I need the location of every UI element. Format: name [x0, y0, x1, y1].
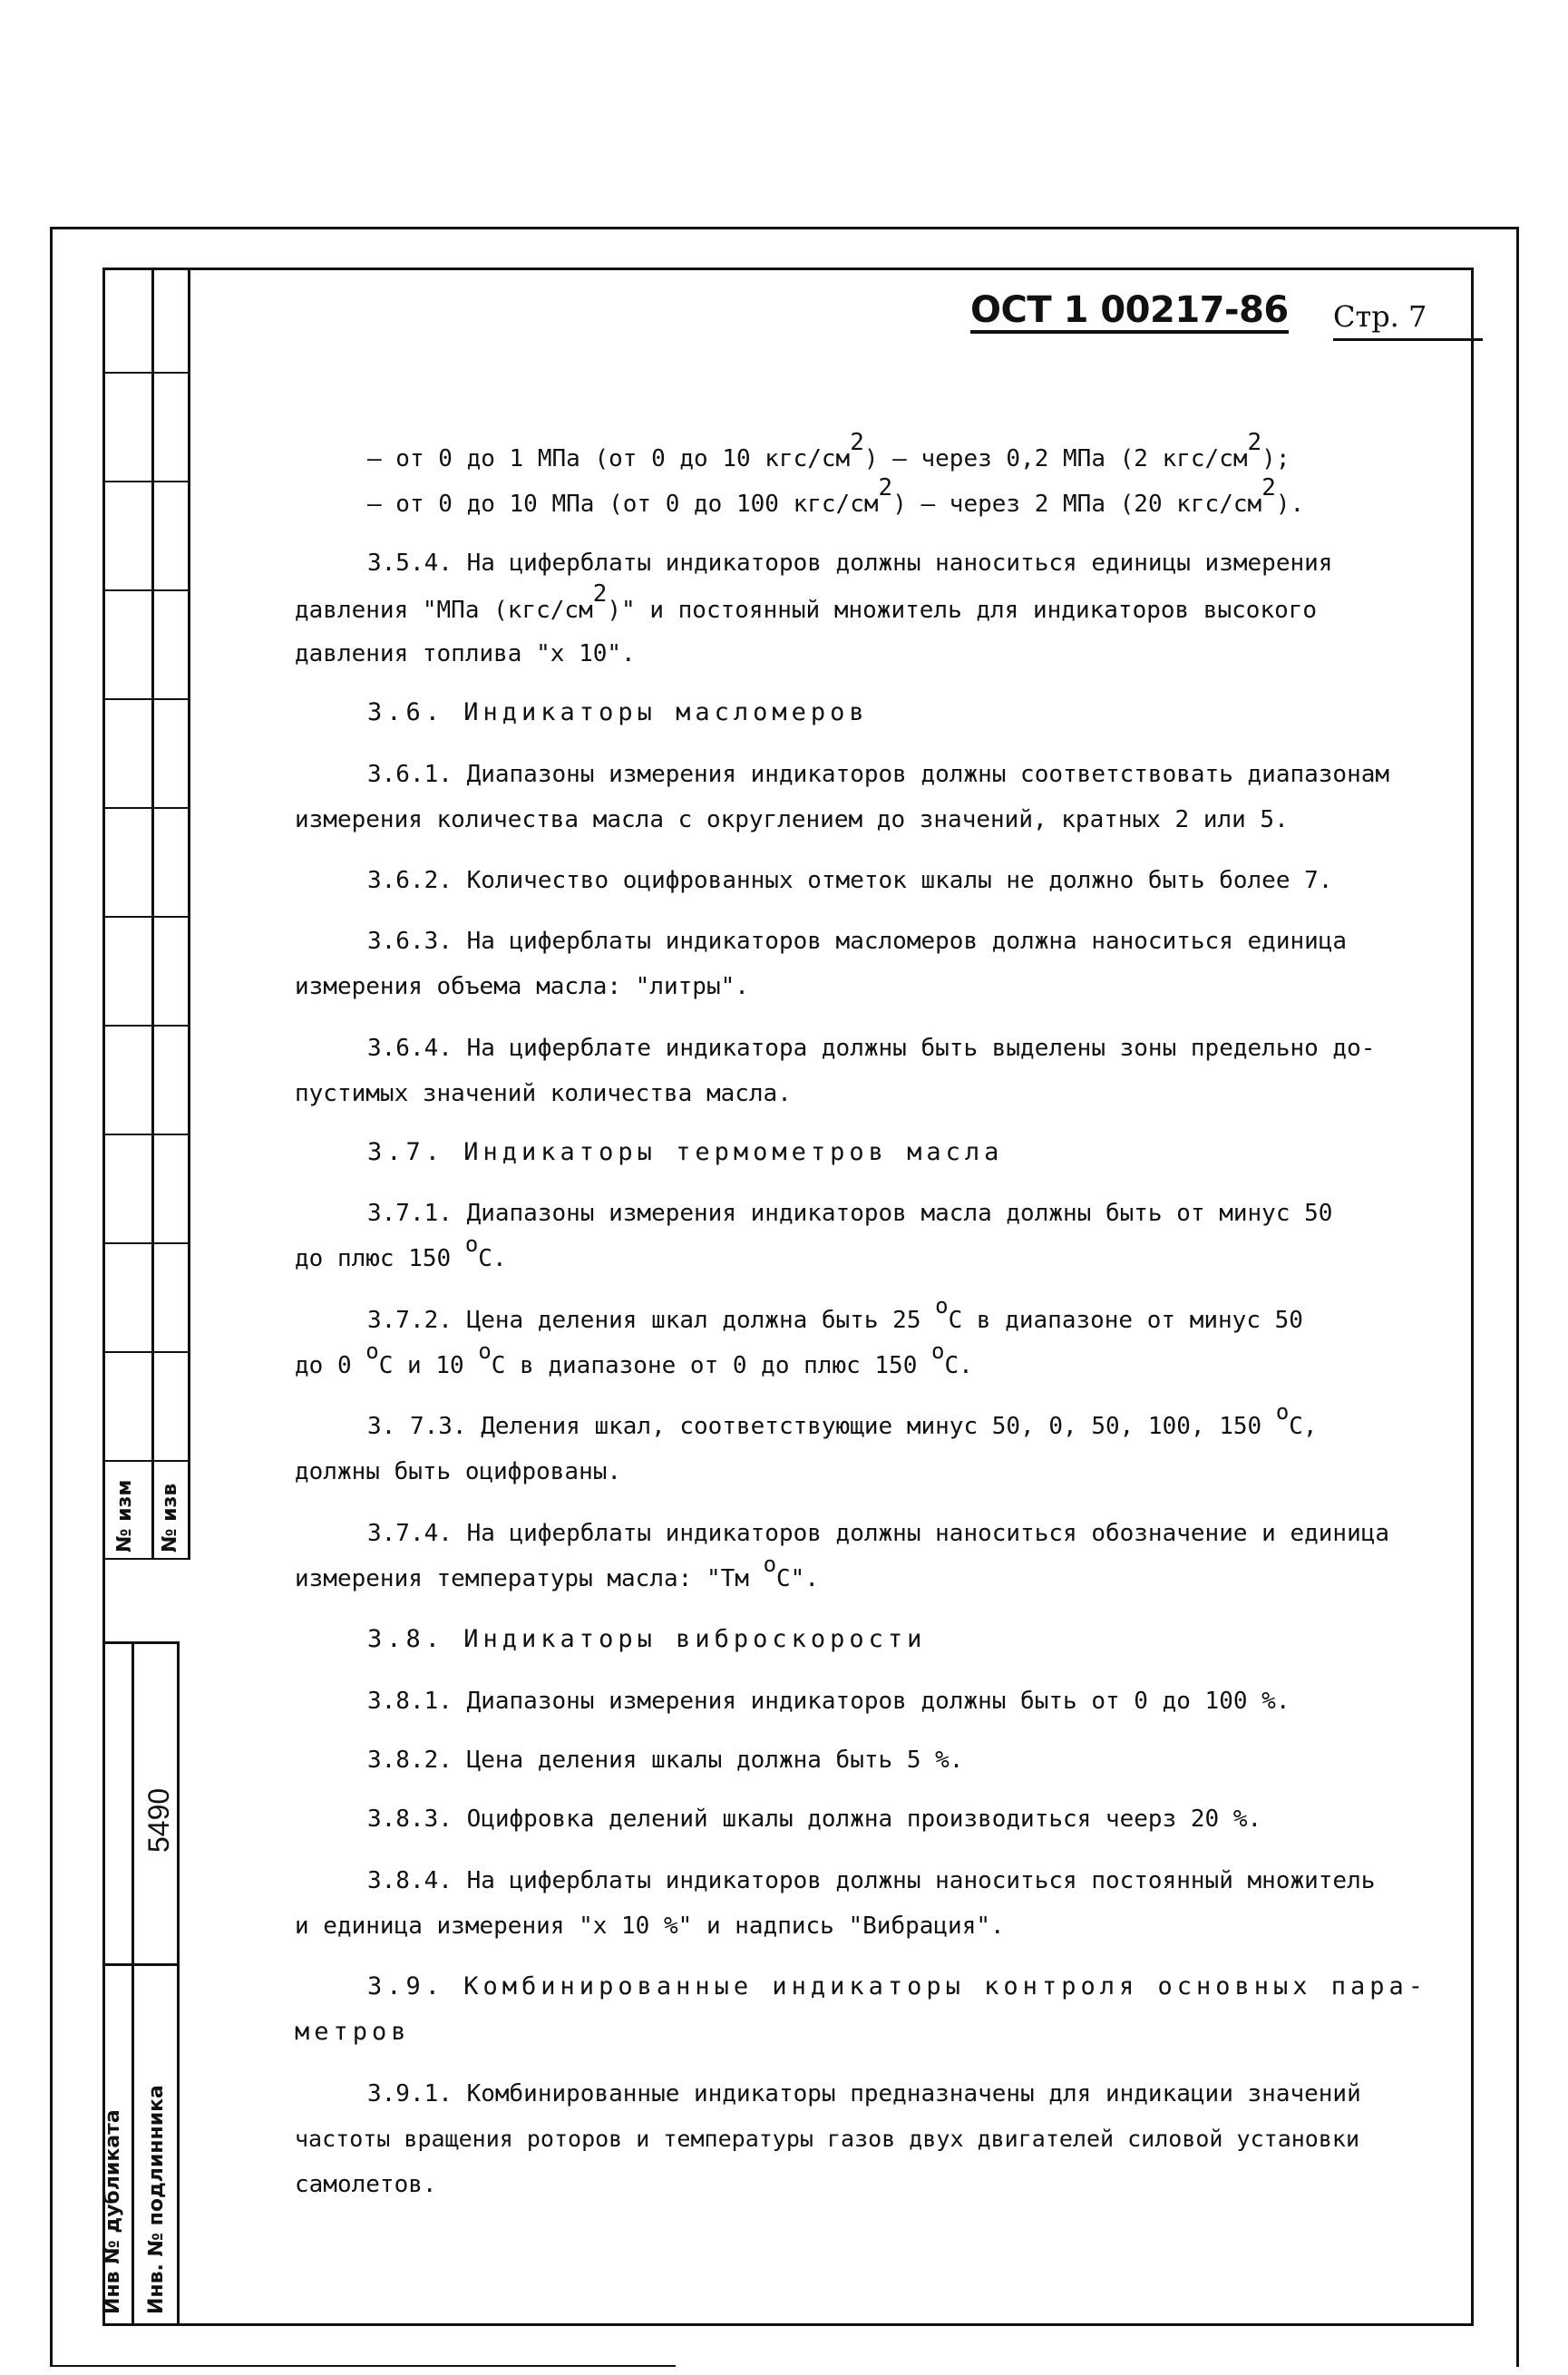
- side-label-izv: № изв: [159, 1483, 181, 1553]
- section-heading: 3.6. Индикаторы масломеров: [367, 698, 869, 726]
- frame-inner-right: [1471, 268, 1474, 2326]
- side-number: 5490: [142, 1787, 175, 1853]
- frame-inner-bottom: [102, 2323, 1474, 2326]
- text-line: должны быть оцифрованы.: [295, 1458, 622, 1485]
- frame-outer-left: [50, 227, 53, 2367]
- text-line: самолетов.: [295, 2171, 437, 2198]
- text-line: 3.6.3. На циферблаты индикаторов масломеров должна наноситься единица: [367, 928, 1348, 955]
- side-bottom-top: [102, 1641, 180, 1644]
- text-line: пустимых значений количества масла.: [295, 1080, 792, 1107]
- side-label-izm: № изм: [113, 1479, 136, 1553]
- frame-inner-left: [102, 268, 105, 2326]
- text-line: 3.8.3. Оцифровка делений шкалы должна производиться чеерз 20 %.: [367, 1806, 1262, 1833]
- text-line: 3.7.4. На циферблаты индикаторов должны наноситься обозначение и единица: [367, 1520, 1390, 1547]
- text-line: давления "МПа $(кгс/см^2)$" и постоянный множитель для индикаторов высокого: [295, 580, 1318, 624]
- side-row: [104, 481, 190, 482]
- side-row: [104, 1134, 190, 1135]
- frame-outer-top: [50, 227, 1519, 229]
- section-heading: метров: [295, 2018, 411, 2046]
- frame-bottom-rule: [50, 2365, 676, 2367]
- page-number: Стр. 7: [1333, 299, 1427, 334]
- side-row: [104, 1460, 190, 1462]
- text-line: измерения температуры масла: "Тм оС".: [295, 1552, 819, 1592]
- side-row: [104, 1351, 190, 1353]
- side-row: [104, 1558, 190, 1560]
- side-label-inv-podl: Инв. № подлинника: [145, 2085, 168, 2314]
- text-line: 3.6.4. На циферблате индикатора должны быть выделены зоны предельно до-: [367, 1035, 1376, 1062]
- text-line: – от 0 до 1 МПа (от 0 до 10 кгс/$см^2$) – через 0,2 МПа (2 кгс/$см^2$);: [367, 429, 1290, 472]
- text-line: 3.5.4. На циферблаты индикаторов должны наноситься единицы измерения: [367, 550, 1333, 577]
- side-col-line-1: [151, 268, 154, 1560]
- side-bottom-col-2: [177, 1641, 180, 2326]
- text-line: 3.7.2. Цена деления шкал должна быть 25 оС в диапазоне от минус 50: [367, 1293, 1303, 1334]
- text-line: измерения количества масла с округлением до значений, кратных 2 или 5.: [295, 806, 1289, 833]
- text-line: 3.8.1. Диапазоны измерения индикаторов должны быть от 0 до 100 %.: [367, 1688, 1290, 1715]
- side-row: [104, 698, 190, 700]
- text-line: 3.8.4. На циферблаты индикаторов должны наноситься постоянный множитель: [367, 1867, 1376, 1894]
- text-line: измерения объема масла: "литры".: [295, 973, 749, 1000]
- section-heading: 3.7. Индикаторы термометров масла: [367, 1138, 1004, 1166]
- text-line: 3.7.1. Диапазоны измерения индикаторов масла должны быть от минус 50: [367, 1200, 1333, 1227]
- text-line: до плюс 150 оС.: [295, 1231, 507, 1272]
- side-row: [104, 372, 190, 374]
- side-col-line-2: [188, 268, 190, 1560]
- text-line: 3.8.2. Цена деления шкалы должна быть 5 %.: [367, 1747, 964, 1774]
- section-heading: 3.9. Комбинированные индикаторы контроля основных пара-: [367, 1972, 1428, 2000]
- text-line: и единица измерения "х 10 %" и надпись "Вибрация".: [295, 1913, 1005, 1940]
- text-line: 3.6.1. Диапазоны измерения индикаторов должны соответствовать диапазонам: [367, 761, 1390, 788]
- document-code: ОСТ 1 00217-86: [970, 290, 1289, 334]
- text-line: 3.9.1. Комбинированные индикаторы предназначены для индикации значений: [367, 2080, 1361, 2107]
- header-rule: [1333, 338, 1483, 341]
- side-row: [104, 1025, 190, 1027]
- text-line: – от 0 до 10 МПа (от 0 до 100 кгс/$см^2$) – через 2 МПа (20 кгс/$см^2$).: [367, 474, 1305, 518]
- side-bottom-col-1: [131, 1641, 134, 2326]
- side-row: [104, 807, 190, 809]
- frame-outer-right: [1516, 227, 1519, 2367]
- frame-inner-top: [104, 268, 1474, 270]
- side-row: [104, 589, 190, 591]
- text-line: до 0 оС и 10 оС в диапазоне от 0 до плюс 150 оС.: [295, 1338, 973, 1379]
- text-line: 3.6.2. Количество оцифрованных отметок шкалы не должно быть более 7.: [367, 867, 1333, 894]
- text-line: давления топлива "х 10".: [295, 640, 636, 667]
- side-row: [104, 916, 190, 918]
- text-line: частоты вращения роторов и температуры газов двух двигателей силовой установки: [295, 2126, 1359, 2152]
- section-heading: 3.8. Индикаторы виброскорости: [367, 1625, 927, 1653]
- text-line: 3. 7.3. Деления шкал, соответствующие минус 50, 0, 50, 100, 150 оС,: [367, 1399, 1318, 1440]
- side-row: [104, 1242, 190, 1244]
- side-bottom-mid: [102, 1963, 180, 1966]
- side-label-inv-dub: Инв № дубликата: [102, 2109, 124, 2314]
